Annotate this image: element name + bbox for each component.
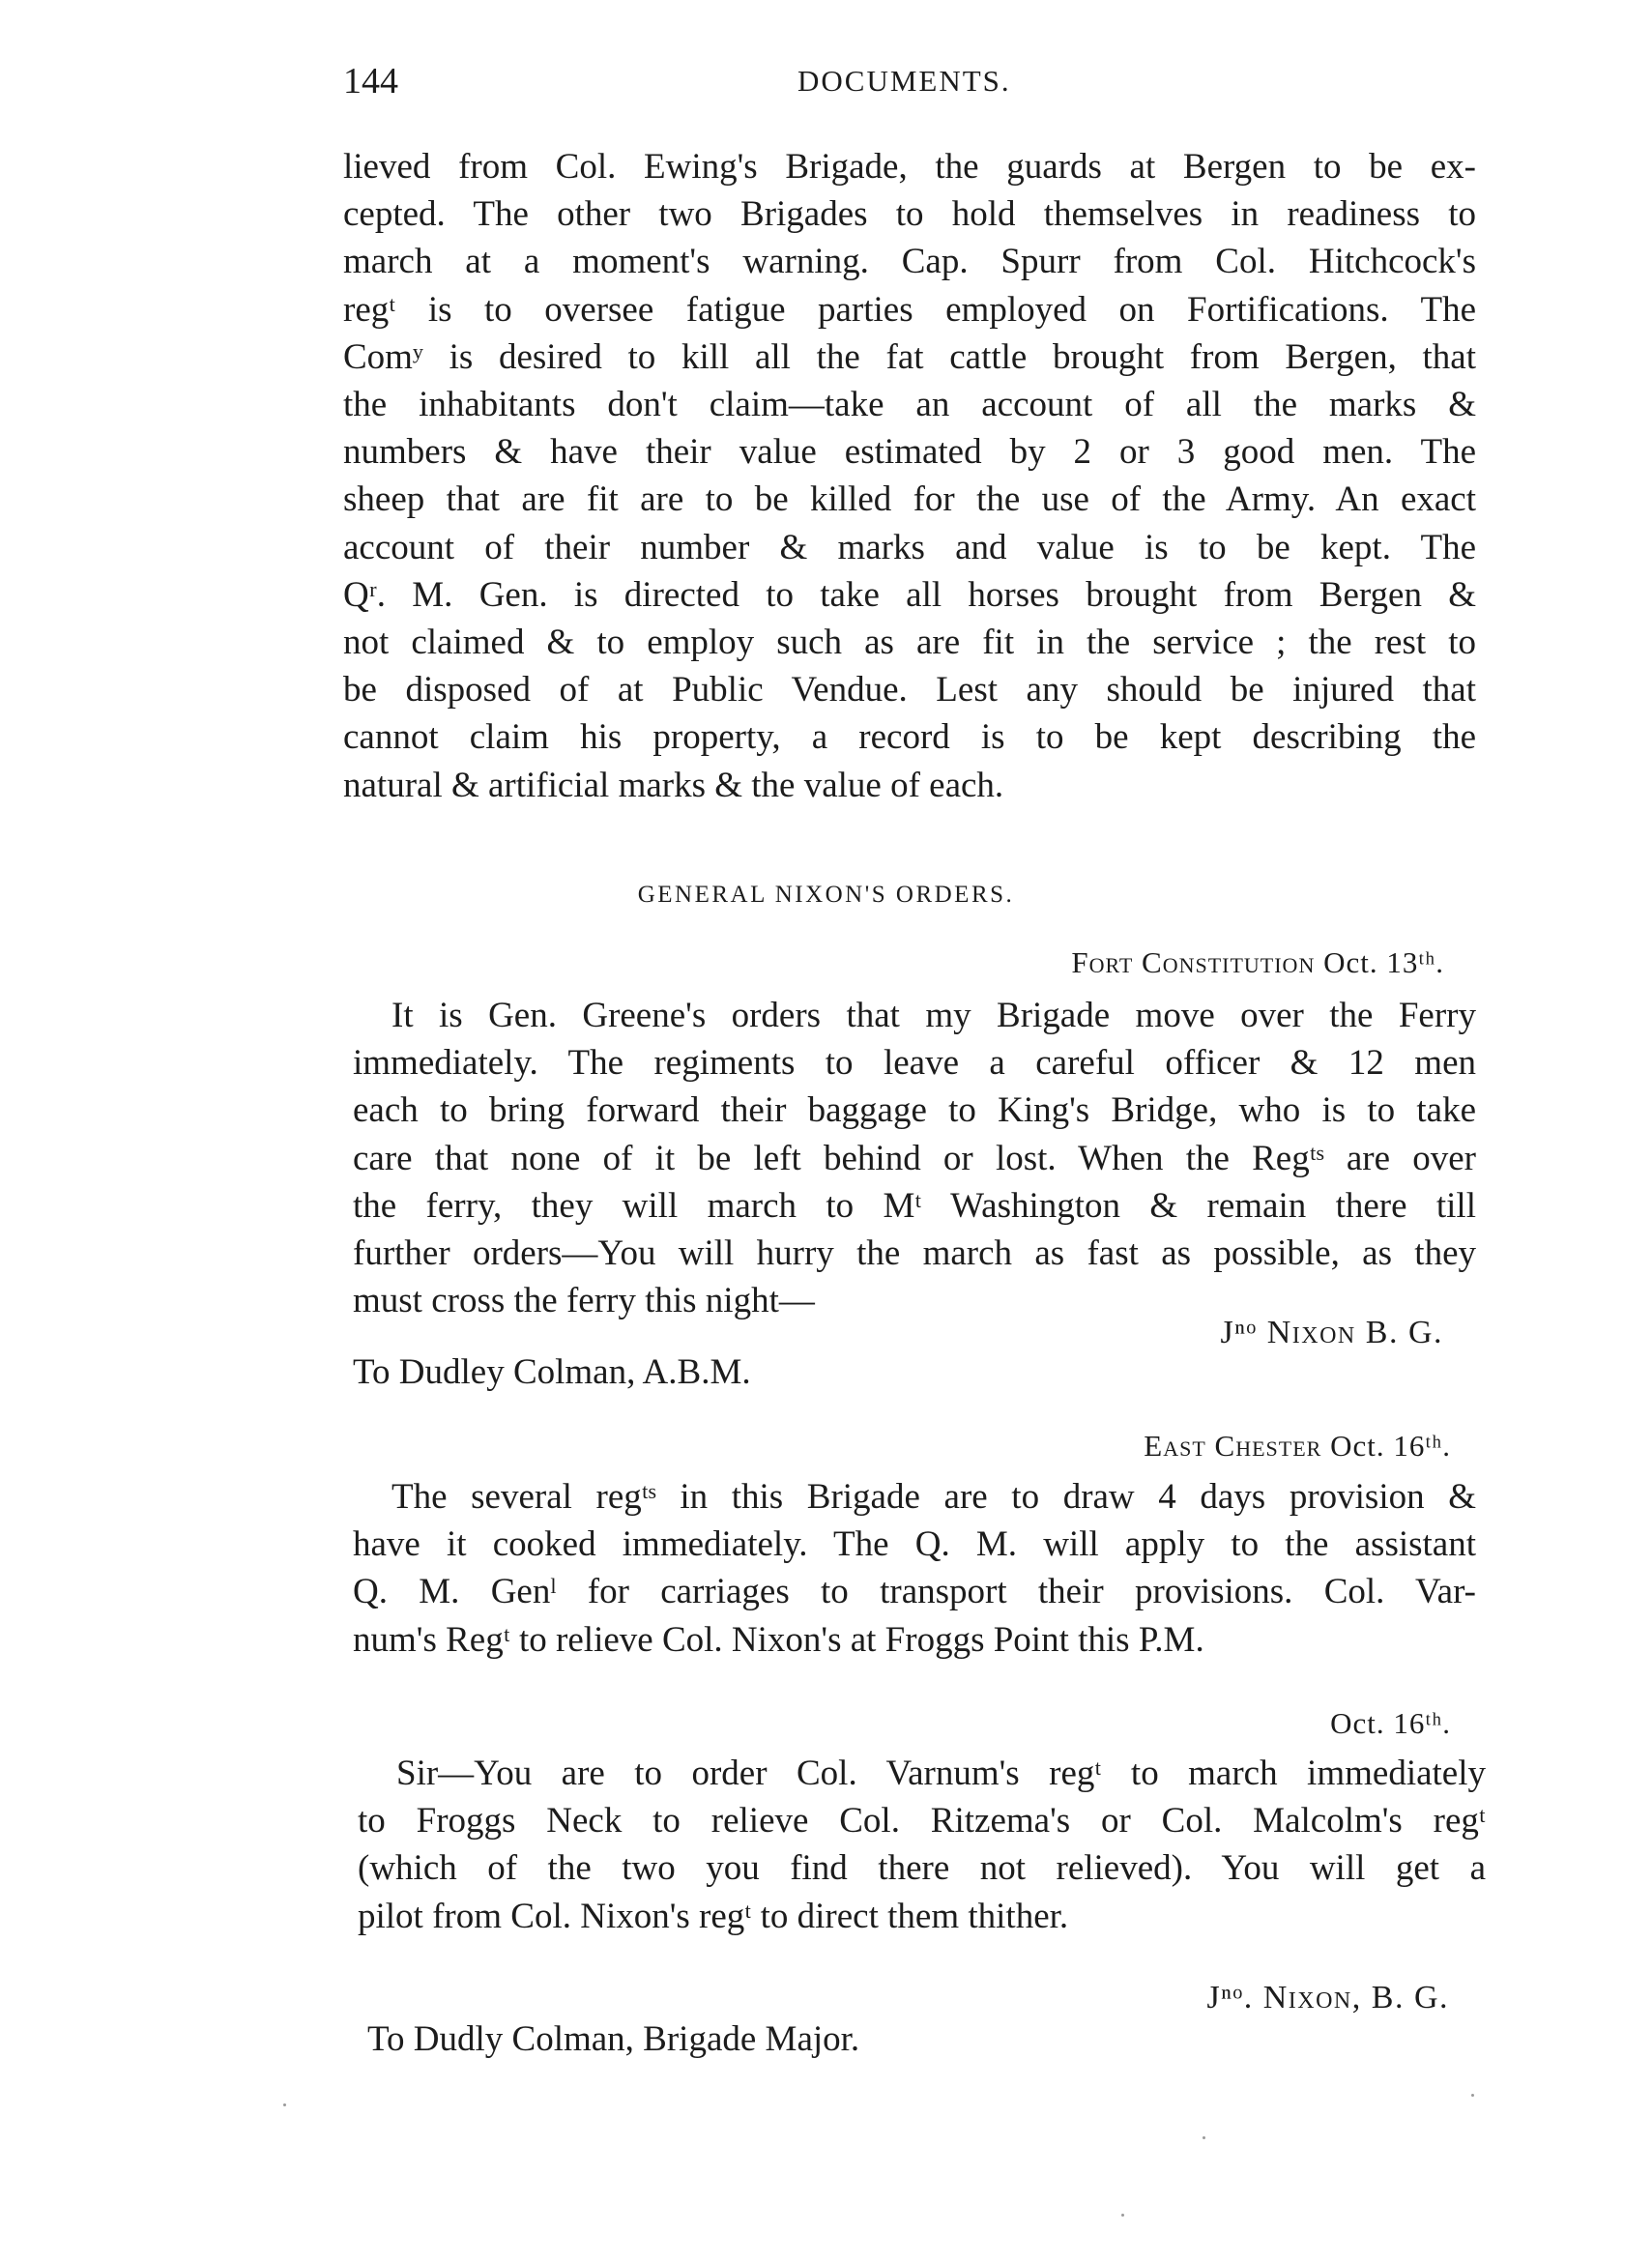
text-line: care that none of it be left behind or lost. When the Regᵗˢ are over xyxy=(353,1138,1476,1178)
dateline-east-chester xyxy=(1144,1429,1451,1464)
paragraph-continued xyxy=(343,143,1476,809)
order-paragraph xyxy=(353,1473,1476,1664)
order-paragraph xyxy=(353,992,1476,1324)
page-number: 144 xyxy=(343,61,398,102)
signature xyxy=(1220,1315,1443,1351)
text-line: account of their number & marks and value is to be kept. The xyxy=(343,527,1476,567)
text-line: be disposed of at Public Vendue. Lest any should be injured that xyxy=(343,670,1476,710)
text-line: immediately. The regiments to leave a careful officer & 12 men xyxy=(353,1043,1476,1084)
text-line: cepted. The other two Brigades to hold themselves in readiness to xyxy=(343,194,1476,235)
text-line: Comʸ is desired to kill all the fat cattle brought from Bergen, that xyxy=(343,336,1476,377)
text-line: sheep that are fit are to be killed for the use of the Army. An exact xyxy=(343,479,1476,520)
text-line: to Froggs Neck to relieve Col. Ritzema's or Col. Malcolm's regᵗ xyxy=(358,1801,1486,1842)
text-line: the ferry, they will march to Mᵗ Washington & remain there till xyxy=(353,1185,1476,1226)
signature xyxy=(1206,1980,1449,2016)
paper-speck xyxy=(1203,2136,1205,2139)
dateline-place: Fort Constitution xyxy=(1071,945,1316,979)
text-line: further orders—You will hurry the march as fast as possible, as they xyxy=(353,1233,1476,1274)
order-paragraph xyxy=(358,1750,1486,1940)
paper-speck xyxy=(283,2103,286,2106)
text-line: must cross the ferry this night— xyxy=(353,1281,815,1321)
dateline-fort-constitution xyxy=(1071,945,1444,980)
text-line: Sir—You are to order Col. Varnum's regᵗ to march immediately xyxy=(396,1754,1486,1793)
text-line: pilot from Col. Nixon's regᵗ to direct them thither. xyxy=(358,1896,1069,1936)
dateline-oct-16 xyxy=(1330,1706,1451,1741)
text-line: The several regᵗˢ in this Brigade are to draw 4 days provision & xyxy=(391,1477,1476,1517)
text-line: Q. M. Genˡ for carriages to transport their provisions. Col. Var- xyxy=(353,1572,1476,1612)
text-line: have it cooked immediately. The Q. M. will apply to the assistant xyxy=(353,1524,1476,1565)
text-line: (which of the two you find there not relieved). You will get a xyxy=(358,1848,1486,1889)
text-line: each to bring forward their baggage to King's Bridge, who is to take xyxy=(353,1090,1476,1131)
dateline-date: Oct. 16ᵗʰ. xyxy=(1330,1706,1451,1740)
text-line: lieved from Col. Ewing's Brigade, the guards at Bergen to be ex- xyxy=(343,147,1476,187)
paper-speck xyxy=(1471,2094,1474,2097)
running-head xyxy=(343,60,1479,118)
text-line: not claimed & to employ such as are fit in the service ; the rest to xyxy=(343,623,1476,663)
dateline-date: Oct. 13ᵗʰ. xyxy=(1323,945,1444,979)
signature-text: Jⁿᵒ Nixon B. G. xyxy=(1220,1315,1443,1350)
text-line: natural & artificial marks & the value of each. xyxy=(343,765,1004,805)
text-line: Qʳ. M. Gen. is directed to take all horses brought from Bergen & xyxy=(343,574,1476,615)
addressee: To Dudley Colman, A.B.M. xyxy=(353,1352,751,1392)
text-line: numbers & have their value estimated by 2 or 3 good men. The xyxy=(343,432,1476,473)
addressee: To Dudly Colman, Brigade Major. xyxy=(367,2019,860,2059)
signature-text: Jⁿᵒ. Nixon, B. G. xyxy=(1206,1980,1449,2016)
text-line: the inhabitants don't claim—take an account of all the marks & xyxy=(343,385,1476,425)
dateline-place: East Chester xyxy=(1144,1429,1322,1463)
dateline-date: Oct. 16ᵗʰ. xyxy=(1330,1429,1451,1463)
running-title: DOCUMENTS. xyxy=(797,64,1011,98)
text-line: cannot claim his property, a record is to be kept describing the xyxy=(343,717,1476,758)
paper-speck xyxy=(1121,2214,1124,2217)
text-line: march at a moment's warning. Cap. Spurr from Col. Hitchcock's xyxy=(343,242,1476,282)
text-line: regᵗ is to oversee fatigue parties employed on Fortifications. The xyxy=(343,289,1476,330)
text-line: num's Regᵗ to relieve Col. Nixon's at Froggs Point this P.M. xyxy=(353,1619,1204,1660)
text-line: It is Gen. Greene's orders that my Brigade move over the Ferry xyxy=(391,996,1476,1035)
section-heading: GENERAL NIXON'S ORDERS. xyxy=(637,882,1015,908)
